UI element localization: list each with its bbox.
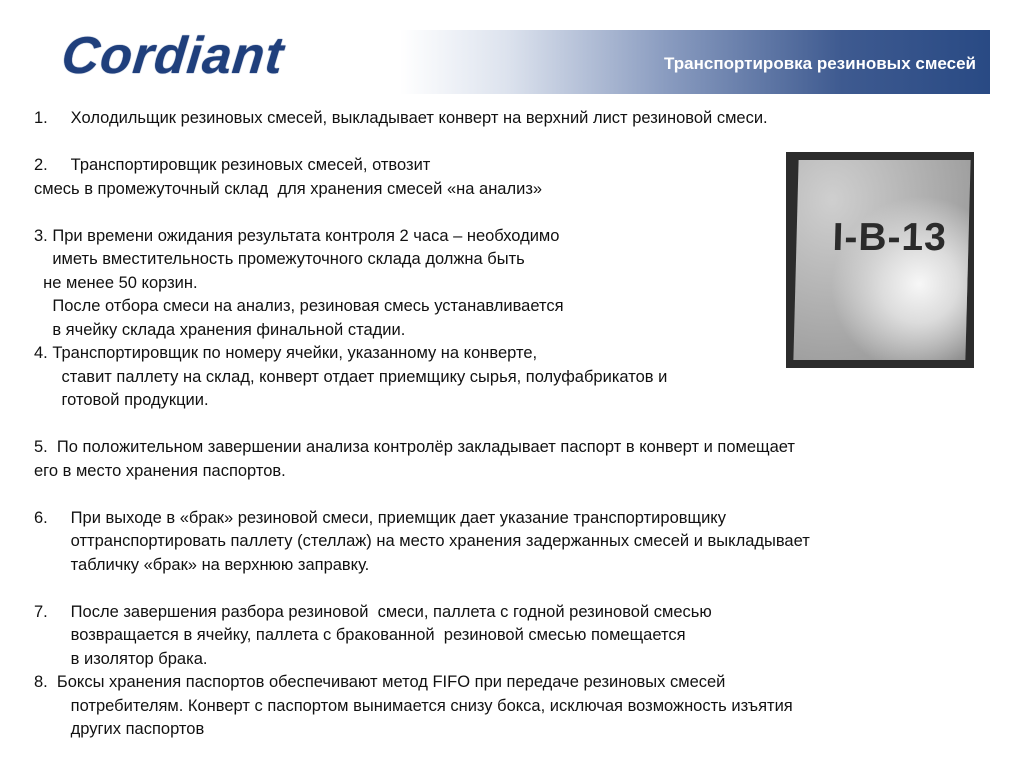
item-8-line-2: потребителям. Конверт с паспортом вынимается снизу бокса, исключая возможность изъятия — [34, 696, 793, 715]
item-7-line-3: в изолятор брака. — [34, 649, 208, 668]
storage-cell-photo — [786, 152, 974, 368]
item-4-line-3: готовой продукции. — [34, 391, 209, 409]
spacer — [34, 483, 994, 507]
item-3-line-3: не менее 50 корзин. — [34, 273, 198, 292]
cell-plate — [793, 160, 970, 360]
slide-title: Транспортировка резиновых смесей — [664, 54, 976, 73]
item-7-line-1: 7. После завершения разбора резиновой смеси, паллета с годной резиновой смесью — [34, 602, 712, 621]
cell-plate-label: I-B-13 — [832, 216, 948, 259]
item-3-line-4: После отбора смеси на анализ, резиновая смесь устанавливается — [34, 297, 564, 315]
slide-header — [0, 0, 1024, 100]
spacer — [34, 577, 994, 601]
item-5-line-1: 5. По положительном завершении анализа контролёр закладывает паспорт в конверт и помещает — [34, 438, 795, 456]
item-3-line-2: иметь вместительность промежуточного склада должна быть — [34, 250, 525, 268]
spacer — [34, 413, 994, 437]
item-6-line-2: оттранспортировать паллету (стеллаж) на место хранения задержанных смесей и выкладывает — [34, 532, 810, 550]
item-6-line-3: табличку «брак» на верхнюю заправку. — [34, 555, 370, 574]
item-3-line-1: 3. При времени ожидания результата контроля 2 часа – необходимо — [34, 226, 560, 245]
cordiant-logo: Cordiant — [58, 27, 287, 85]
item-3-line-5: в ячейку склада хранения финальной стадии. — [34, 320, 406, 339]
title-band — [400, 30, 990, 94]
item-2-line-2: смесь в промежуточный склад для хранения смесей «на анализ» — [34, 179, 543, 198]
item-4-line-2: ставит паллету на склад, конверт отдает приемщику сырья, полуфабрикатов и — [34, 367, 668, 386]
item-1-line-1: 1. Холодильщик резиновых смесей, выкладывает конверт на верхний лист резиновой смеси. — [34, 109, 768, 127]
item-6-line-1: 6. При выходе в «брак» резиновой смеси, приемщик дает указание транспортировщику — [34, 508, 726, 527]
item-8-line-3: других паспортов — [34, 720, 205, 738]
item-4-line-1: 4. Транспортировщик по номеру ячейки, указанному на конверте, — [34, 344, 538, 362]
item-8-line-1: 8. Боксы хранения паспортов обеспечивают метод FIFO при передаче резиновых смесей — [34, 673, 726, 691]
item-7-line-2: возвращается в ячейку, паллета с бракованной резиновой смесью помещается — [34, 626, 686, 644]
spacer — [34, 131, 994, 155]
item-2-line-1: 2. Транспортировщик резиновых смесей, отвозит — [34, 156, 431, 174]
item-5-line-2: его в место хранения паспортов. — [34, 461, 286, 480]
